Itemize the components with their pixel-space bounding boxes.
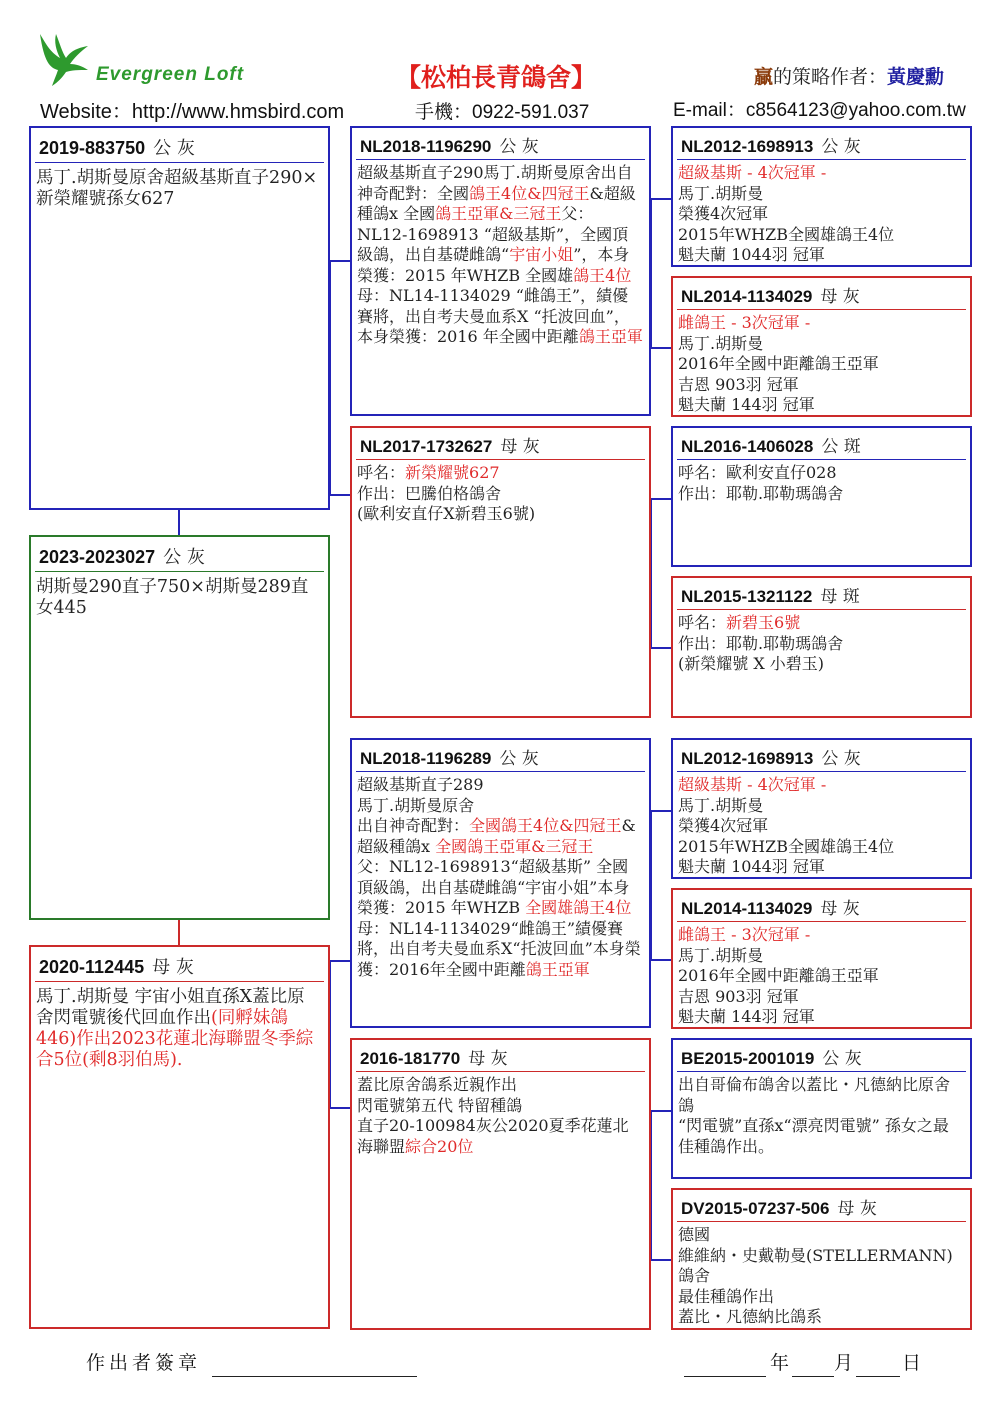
body-text: “閃電號”直孫x“漂亮閃電號” 孫女之最佳種鴿作出。 <box>678 1116 949 1156</box>
body-text: 最佳種鴿作出 <box>678 1286 775 1306</box>
box-header <box>677 890 966 922</box>
color-label: 灰 <box>521 749 539 769</box>
highlight-text: 超級基斯 - 4次冠軍 - <box>678 775 827 794</box>
box-header <box>677 278 966 310</box>
sex-label: 母 <box>152 957 171 978</box>
author-name: 黃慶勳 <box>887 66 945 88</box>
body-text: 魁夫蘭 144羽 冠軍 <box>678 395 815 414</box>
box-body <box>673 460 970 504</box>
connector-line <box>329 494 350 496</box>
body-text: 呼名： <box>357 463 406 482</box>
body-text: 蓋比・凡德納比鴿系 <box>678 1307 823 1326</box>
month-label: 月 <box>834 1352 858 1374</box>
body-text: 出自哥倫布鴿舍以蓋比・凡德納比原舍鴿 <box>678 1075 951 1115</box>
grandsire-sire-box <box>350 126 651 416</box>
loft-title: 【松柏長青鴿舍】 <box>396 63 597 92</box>
body-text: 蓋比原舍鴿系近親作出 <box>357 1075 518 1094</box>
sex-label: 母 <box>820 587 838 607</box>
strategy-prefix: 贏 <box>754 66 774 88</box>
body-text: 母：NL14-1134029 “雌鴿王”，績優賽將，出自考夫曼血系X “托波回血”，本身榮獲：2016 年全國中距離 <box>357 286 630 346</box>
sex-label: 公 <box>821 437 839 457</box>
body-text: 超級基斯直子290 <box>357 163 484 182</box>
highlight-text: 雌鴿王 - 3次冠軍 - <box>678 313 811 332</box>
connector-line <box>650 198 671 200</box>
color-label: 灰 <box>842 287 860 307</box>
box-body <box>673 772 970 878</box>
sex-label: 公 <box>499 749 517 769</box>
connector-line <box>650 1259 671 1261</box>
ring-number: BE2015-2001019 <box>681 1049 815 1068</box>
year-label: 年 <box>770 1352 794 1374</box>
body-text: 2015年WHZB全國雄鴿王4位 <box>678 836 895 856</box>
body-text: 作出：耶勒.耶勒瑪鴿舍 <box>678 633 844 653</box>
body-text: 2016年全國中距離鴿王亞軍 <box>678 354 879 373</box>
phone-label: 手機：0922-591.037 <box>415 102 590 123</box>
box-header <box>677 1190 966 1222</box>
highlight-text: 全國鴿王亞軍&三冠王 <box>435 836 594 856</box>
box-header <box>356 428 645 460</box>
day-label: 日 <box>902 1352 926 1374</box>
ancestor-box <box>671 426 972 567</box>
subject-body <box>31 572 328 619</box>
body-text: ”，本身榮獲：2015 年WHZB 全國雄 <box>357 245 630 285</box>
email-label[interactable]: E-mail：c8564123@yahoo.com.tw <box>673 100 966 121</box>
box-header <box>356 1040 645 1072</box>
color-label: 灰 <box>843 749 861 769</box>
body-text: 吉恩 903羽 冠軍 <box>678 986 799 1006</box>
highlight-text: 全國雄鴿王4位 <box>525 898 632 917</box>
sex-label: 公 <box>821 749 839 769</box>
body-text: 2015年WHZB全國雄鴿王4位 <box>678 224 895 244</box>
body-text: 閃電號第五代 特留種鴿 <box>357 1095 523 1115</box>
ring-number: NL2016-1406028 <box>681 437 814 456</box>
body-text: (新榮耀號 X 小碧玉) <box>678 654 825 673</box>
signature-line[interactable] <box>212 1376 417 1377</box>
ancestor-box <box>671 888 972 1029</box>
ring-number: NL2018-1196290 <box>360 137 492 156</box>
day-line[interactable] <box>856 1376 900 1377</box>
box-body <box>352 160 649 348</box>
ring-number: NL2017-1732627 <box>360 437 493 456</box>
connector-line <box>650 959 671 961</box>
ring-number: 2020-112445 <box>39 957 145 977</box>
body-text: 直子20-100984灰公2020夏季花蓮北海聯盟 <box>357 1116 629 1156</box>
ancestor-box <box>671 276 972 417</box>
connector-line <box>650 1110 671 1112</box>
sex-label: 母 <box>820 287 838 307</box>
sex-label: 公 <box>499 137 517 157</box>
sex-label: 公 <box>822 1049 840 1069</box>
dam-box <box>29 945 330 1329</box>
body-text: 吉恩 903羽 冠軍 <box>678 374 799 394</box>
sex-label: 母 <box>500 437 518 457</box>
body-text: 馬丁.胡斯曼 <box>678 333 764 353</box>
body-text: 馬丁.胡斯曼 <box>678 795 764 815</box>
sex-label: 母 <box>468 1049 486 1069</box>
sex-label: 公 <box>821 137 839 157</box>
box-body <box>673 160 970 266</box>
body-text: 2016年全國中距離鴿王亞軍 <box>678 966 879 985</box>
highlight-text: (同孵妹鴿446)作出2023花蓮北海聯盟冬季綜合5位(剩8羽伯馬). <box>36 1008 314 1070</box>
ring-number: NL2018-1196289 <box>360 749 492 768</box>
box-body <box>673 922 970 1028</box>
year-line[interactable] <box>684 1376 766 1377</box>
ancestor-box <box>671 576 972 718</box>
website-label[interactable]: Website：http://www.hmsbird.com <box>40 101 345 123</box>
dam-header <box>35 947 324 982</box>
highlight-text: 鴿王亞軍 <box>578 327 643 346</box>
granddam-dam-box <box>350 1038 651 1330</box>
subject-box <box>29 535 330 920</box>
highlight-text: 雌鴿王 - 3次冠軍 - <box>678 925 811 944</box>
color-label: 灰 <box>186 547 205 568</box>
body-text: 榮獲4次冠軍 <box>678 204 769 223</box>
body-text: (歐利安直仔X新碧玉6號) <box>357 504 536 523</box>
box-body <box>352 1072 649 1157</box>
body-text: 維維納・史戴勒曼(STELLERMANN)鴿舍 <box>678 1245 953 1285</box>
ring-number: NL2012-1698913 <box>681 749 814 768</box>
body-text: 魁夫蘭 144羽 冠軍 <box>678 1007 815 1026</box>
box-body <box>673 1222 970 1328</box>
color-label: 灰 <box>175 957 194 978</box>
body-text: 胡斯曼290直子750×胡斯曼289直女445 <box>36 577 309 618</box>
color-label: 灰 <box>844 1049 862 1069</box>
highlight-text: 宇宙小姐 <box>509 245 574 264</box>
body-text: 魁夫蘭 1044羽 冠軍 <box>678 857 825 876</box>
ancestor-box <box>671 1038 972 1179</box>
color-label: 斑 <box>843 437 861 457</box>
month-line[interactable] <box>792 1376 834 1377</box>
highlight-text: 全國鴿王4位&四冠王 <box>469 816 622 835</box>
granddam-sire-box <box>350 426 651 718</box>
highlight-text: 超級基斯 - 4次冠軍 - <box>678 163 827 182</box>
color-label: 灰 <box>859 1199 877 1219</box>
body-text: 出自神奇配對：全國 <box>357 163 633 203</box>
connector-line <box>329 260 350 262</box>
sire-box <box>29 126 330 510</box>
body-text: 榮獲4次冠軍 <box>678 816 769 835</box>
color-label: 灰 <box>522 437 540 457</box>
connector-line <box>329 960 350 962</box>
body-text: 馬丁.胡斯曼原舍超級基斯直子290×新榮耀號孫女627 <box>36 168 318 209</box>
body-text: 出自神奇配對： <box>357 816 470 835</box>
color-label: 灰 <box>842 899 860 919</box>
subject-header <box>35 537 324 572</box>
body-text: 馬丁.胡斯曼 宇宙小姐直孫X蓋比原舍閃電號後代回血作出 <box>36 987 305 1028</box>
color-label: 灰 <box>176 138 195 159</box>
connector-line <box>650 498 671 500</box>
highlight-text: 鴿王亞軍 <box>525 959 590 979</box>
connector-line <box>329 1107 350 1109</box>
sex-label: 母 <box>837 1199 855 1219</box>
box-header <box>677 428 966 460</box>
ancestor-box <box>671 738 972 879</box>
highlight-text: 綜合20位 <box>405 1136 474 1156</box>
strategy-author <box>754 62 944 89</box>
connector-line <box>650 810 671 812</box>
strategy-label: 的策略作者： <box>773 66 888 88</box>
body-text: &超級種鴿x <box>357 816 636 856</box>
box-body <box>673 1072 970 1157</box>
body-text: 母：NL14-1134029“雌鴿王”績優賽將，出自考夫曼血系X“托波回血”本身榮獲：2016年全國中距離 <box>357 918 641 979</box>
body-text: 馬丁.胡斯曼 <box>678 945 764 965</box>
box-header <box>677 740 966 772</box>
body-text: 馬丁.胡斯曼 <box>678 183 764 203</box>
ring-number: 2016-181770 <box>360 1049 461 1068</box>
color-label: 灰 <box>490 1049 508 1069</box>
body-text: 魁夫蘭 1044羽 冠軍 <box>678 245 825 264</box>
ring-number: 2019-883750 <box>39 138 146 158</box>
sire-header <box>35 128 324 163</box>
body-text: 作出：巴騰伯格鴿舍 <box>357 483 502 503</box>
body-text: 德國 <box>678 1225 711 1244</box>
brand-name: Evergreen Loft <box>96 64 245 85</box>
highlight-text: 鴿王亞軍&三冠王 <box>435 204 562 223</box>
connector-line <box>650 347 671 349</box>
box-body <box>673 610 970 675</box>
body-text: 呼名： <box>678 613 727 632</box>
body-text: 馬丁.胡斯曼原舍 <box>483 163 601 182</box>
ring-number: DV2015-07237-506 <box>681 1199 830 1218</box>
body-text: 作出：耶勒.耶勒瑪鴿舍 <box>678 483 844 503</box>
body-text: 呼名：歐利安直仔028 <box>678 463 837 482</box>
dam-body <box>31 982 328 1071</box>
sire-body <box>31 163 328 210</box>
ring-number: NL2015-1321122 <box>681 587 813 606</box>
highlight-text: 鴿王4位&四冠王 <box>469 183 590 203</box>
box-header <box>356 128 645 160</box>
connector-line <box>650 647 671 649</box>
ring-number: NL2012-1698913 <box>681 137 814 156</box>
grandsire-dam-box <box>350 738 651 1028</box>
sex-label: 公 <box>153 138 172 159</box>
color-label: 灰 <box>521 137 539 157</box>
eagle-logo-icon <box>36 30 96 90</box>
ancestor-box <box>671 1188 972 1330</box>
ring-number: NL2014-1134029 <box>681 899 813 918</box>
color-label: 斑 <box>842 587 860 607</box>
body-text: &超級種鴿x 全國 <box>357 183 636 223</box>
connector-line <box>178 509 180 536</box>
signature-label: 作出者簽章 <box>86 1352 202 1374</box>
color-label: 灰 <box>843 137 861 157</box>
sex-label: 母 <box>820 899 838 919</box>
body-text: 超級基斯直子289 <box>357 775 484 794</box>
box-header <box>677 578 966 610</box>
ancestor-box <box>671 126 972 267</box>
box-body <box>352 772 649 980</box>
highlight-text: 鴿王4位 <box>573 265 632 285</box>
box-body <box>673 310 970 416</box>
body-text: 父：NL12-1698913 “超級基斯”，全國頂級鴿，出自基礎雌鴿“ <box>357 204 629 264</box>
ring-number: NL2014-1134029 <box>681 287 813 306</box>
ring-number: 2023-2023027 <box>39 547 156 567</box>
highlight-text: 新榮耀號627 <box>405 463 500 482</box>
box-header <box>677 128 966 160</box>
highlight-text: 新碧玉6號 <box>726 613 801 632</box>
box-body <box>352 460 649 525</box>
box-header <box>356 740 645 772</box>
connector-line <box>178 919 180 946</box>
body-text: 馬丁.胡斯曼原舍 <box>357 795 475 815</box>
body-text: 父：NL12-1698913“超級基斯” 全國頂級鴿，出自基礎雌鴿“宇宙小姐”本身榮獲：2015 年WHZB <box>357 857 630 917</box>
box-header <box>677 1040 966 1072</box>
sex-label: 公 <box>163 547 182 568</box>
